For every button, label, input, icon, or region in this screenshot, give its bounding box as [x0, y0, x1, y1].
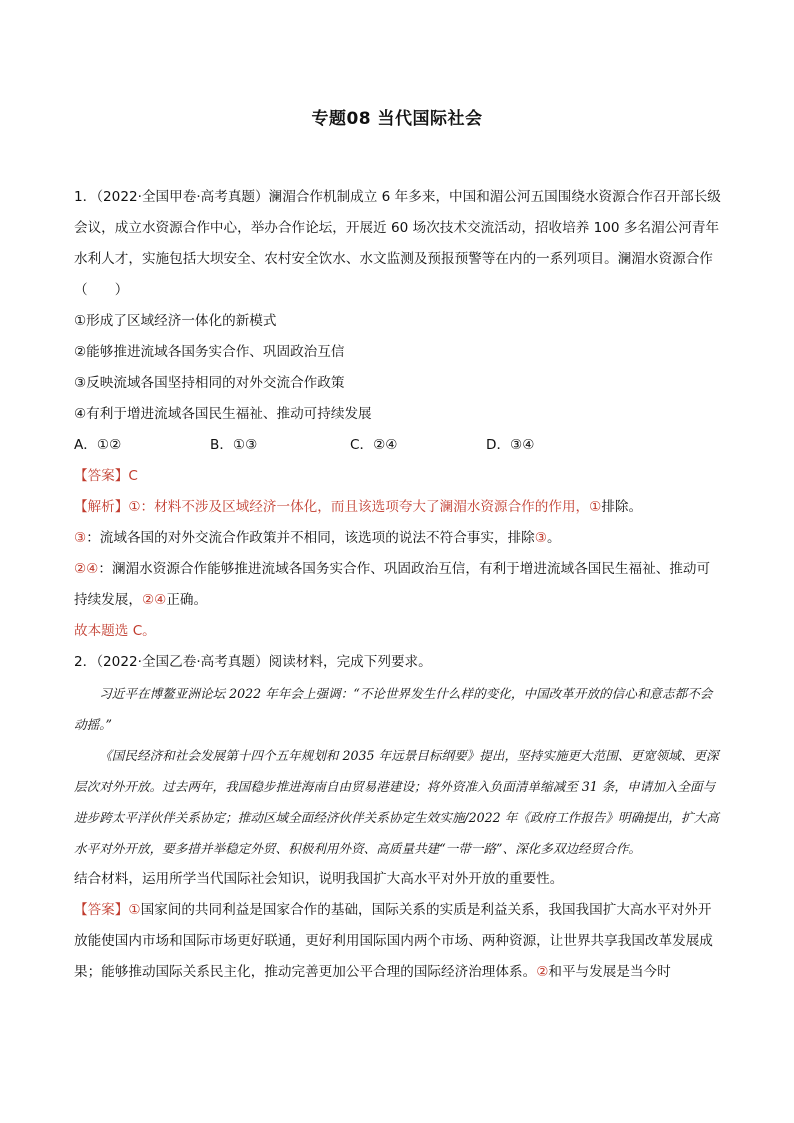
- circled-number: ②④: [141, 592, 167, 608]
- analysis-text: 排除。: [601, 499, 643, 515]
- answer-label: 【答案】: [74, 902, 129, 918]
- question-2-answer: [74, 895, 722, 988]
- analysis-label: 【解析】: [74, 499, 129, 515]
- analysis-text: ：澜湄水资源合作能够推进流域各国务实合作、巩固政治互信，有利于增进流域各国民生福祉、推动可持续发展，: [74, 561, 711, 608]
- analysis-text: ：流域各国的对外交流合作政策并不相同，该选项的说法不符合事实，排除: [86, 530, 535, 546]
- option-a: A．①②: [74, 437, 122, 453]
- question-1-stem: 1．（2022·全国甲卷·高考真题）澜湄合作机制成立 6 年多来，中国和湄公河五国围绕水资源合作召开部长级会议，成立水资源合作中心，举办合作论坛，开展近 60 场次技术交流活动，招收培养 100 多名湄公河青年水利人才，实施包括大坝安全、农村安全饮水、水文监测及预报预警等在内的一系列项目。澜湄水资源合作（ ）: [74, 189, 721, 298]
- question-1-options: [74, 430, 722, 461]
- page-title: 专题08 当代国际社会: [311, 109, 483, 129]
- answer-text: 国家间的共同利益是国家合作的基础，国际关系的实质是利益关系，我国我国扩大高水平对外开放能使国内市场和国际市场更好联通，更好利用国际国内两个市场、两种资源，让世界共享我国改革发展成果；能够推动国际关系民主化，推动完善更加公平合理的国际经济治理体系。: [74, 902, 713, 980]
- question-1-answer: [74, 461, 722, 492]
- answer-value: C: [128, 468, 138, 484]
- question-1-item-4: ④有利于增进流域各国民生福祉、推动可持续发展: [74, 406, 372, 422]
- answer-label: 【答案】: [74, 468, 129, 484]
- circled-number: ③: [74, 530, 87, 546]
- question-2-stem: 2．（2022·全国乙卷·高考真题）阅读材料，完成下列要求。: [74, 654, 432, 670]
- option-d: D．③④: [486, 437, 535, 453]
- circled-number: ②④: [74, 561, 99, 577]
- circled-number: ①: [128, 902, 141, 918]
- answer-text: 和平与发展是当今时: [548, 964, 671, 980]
- circled-number: ③: [534, 530, 547, 546]
- analysis-text: 。: [546, 530, 561, 546]
- circled-number: ②: [536, 964, 549, 980]
- analysis-text: ①：材料不涉及区域经济一体化，而且该选项夸大了澜湄水资源合作的作用，: [128, 499, 590, 515]
- option-c: C．②④: [350, 437, 398, 453]
- question-2-requirement: 结合材料，运用所学当代国际社会知识，说明我国扩大高水平对外开放的重要性。: [74, 871, 564, 887]
- document-body: [74, 182, 722, 988]
- question-1-item-3: ③反映流域各国坚持相同的对外交流合作政策: [74, 375, 345, 391]
- option-b: B．①③: [210, 437, 258, 453]
- circled-number: ①: [589, 499, 602, 515]
- question-1-item-2: ②能够推进流域各国务实合作、巩固政治互信: [74, 344, 345, 360]
- analysis-text: 正确。: [166, 592, 208, 608]
- material-paragraph-2: 《国民经济和社会发展第十四个五年规划和 2035 年远景目标纲要》提出，坚持实施更大范围、更宽领域、更深层次对外开放。过去两年，我国稳步推进海南自由贸易港建设；将外资准入负面清单缩减至 31 条，申请加入全面与进步跨太平洋伙伴关系协定；推动区域全面经济伙伴关系协定生效实施/2022 年《政府工作报告》明确提出，扩大高水平对外开放，要多措并举稳定外贸、积极利用外资、高质量共建“一带一路”、深化多双边经贸合作。: [74, 748, 719, 856]
- analysis-line-1: [74, 492, 722, 523]
- analysis-line-2: [74, 523, 722, 554]
- question-1-item-1: ①形成了区域经济一体化的新模式: [74, 313, 277, 329]
- material-paragraph-1: 习近平在博鳌亚洲论坛 2022 年年会上强调：“不论世界发生什么样的变化，中国改革开放的信心和意志都不会动摇。”: [74, 686, 713, 732]
- analysis-line-3: [74, 554, 722, 616]
- question-1-conclusion: 故本题选 C。: [74, 623, 156, 639]
